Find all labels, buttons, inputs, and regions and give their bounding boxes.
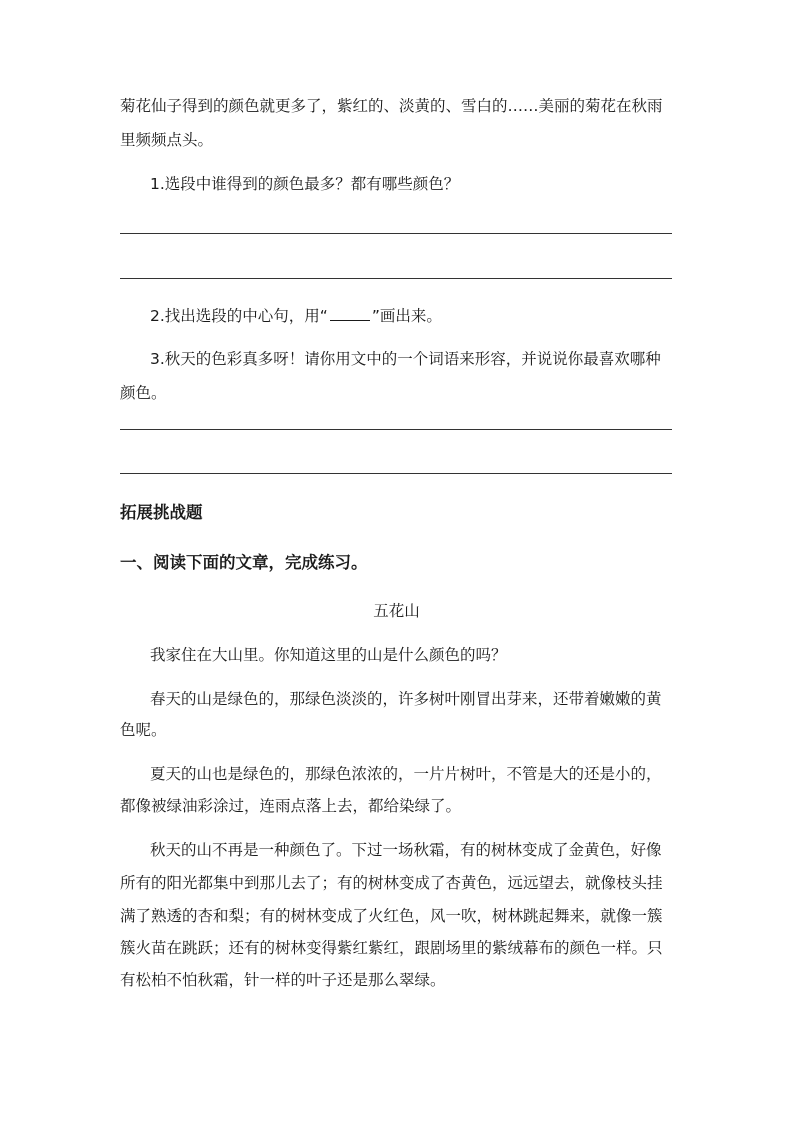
answer-line <box>120 473 672 474</box>
question-3-cont: 颜色。 <box>120 384 167 402</box>
article-line: 簇火苗在跳跃；还有的树林变得紫红紫红，跟剧场里的紫绒幕布的颜色一样。只 <box>120 939 663 957</box>
passage-line: 里频频点头。 <box>120 131 214 149</box>
article-line: 色呢。 <box>120 721 167 739</box>
answer-line <box>120 233 672 234</box>
question-2-text-end: ”画出来。 <box>371 307 442 325</box>
article-title: 五花山 <box>373 602 420 620</box>
section-title: 拓展挑战题 <box>120 503 203 522</box>
answer-line <box>120 278 672 279</box>
article-line: 都像被绿油彩涂过，连雨点落上去，都给染绿了。 <box>120 797 462 815</box>
question-2 <box>150 306 442 326</box>
article-paragraph: 夏天的山也是绿色的，那绿色浓浓的，一片片树叶，不管是大的还是小的， <box>150 765 662 783</box>
article-paragraph: 春天的山是绿色的，那绿色淡淡的，许多树叶刚冒出芽来，还带着嫩嫩的黄 <box>150 690 662 708</box>
question-3: 3.秋天的色彩真多呀！请你用文中的一个词语来形容，并说说你最喜欢哪种 <box>150 350 661 368</box>
section-task: 一、阅读下面的文章，完成练习。 <box>120 553 368 572</box>
article-line: 有松柏不怕秋霜，针一样的叶子还是那么翠绿。 <box>120 971 446 989</box>
article-line: 所有的阳光都集中到那儿去了；有的树林变成了杏黄色，远远望去，就像枝头挂 <box>120 874 663 892</box>
question-1: 1.选段中谁得到的颜色最多？都有哪些颜色？ <box>150 175 460 193</box>
passage-line: 菊花仙子得到的颜色就更多了，紫红的、淡黄的、雪白的……美丽的菊花在秋雨 <box>120 97 663 115</box>
answer-line <box>120 429 672 430</box>
article-line: 满了熟透的杏和梨；有的树林变成了火红色，风一吹，树林跳起舞来，就像一簇 <box>120 907 663 925</box>
article-paragraph: 我家住在大山里。你知道这里的山是什么颜色的吗？ <box>150 646 507 664</box>
article-paragraph: 秋天的山不再是一种颜色了。下过一场秋霜，有的树林变成了金黄色，好像 <box>150 841 662 859</box>
underline-mark <box>330 306 370 321</box>
question-2-text: 2.找出选段的中心句，用“ <box>150 307 328 325</box>
